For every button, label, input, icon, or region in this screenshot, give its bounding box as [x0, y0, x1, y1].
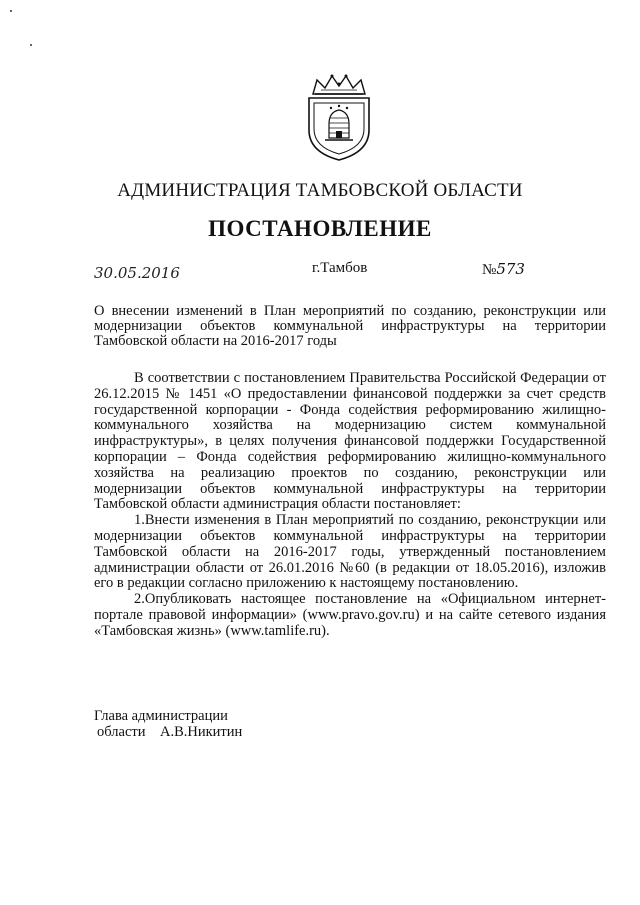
signature-block: [94, 708, 242, 740]
signature-region: области: [97, 724, 146, 740]
signature-name: А.В.Никитин: [159, 724, 243, 740]
signature-title: Глава администрации: [94, 708, 228, 724]
scan-speck: [10, 10, 12, 12]
tambov-coat-of-arms-icon: [299, 72, 379, 162]
signature-line: [94, 724, 242, 740]
number-label: №: [482, 262, 497, 278]
document-number: [482, 260, 525, 279]
organization-title: АДМИНИСТРАЦИЯ ТАМБОВСКОЙ ОБЛАСТИ: [117, 180, 523, 201]
item-1-paragraph: 1.Внести изменения в План мероприятий по созданию, реконструкции или модернизации объектов коммунальной инфраструктуры на территории Тамбовской области на 2016-2017 годы, утвержденный постановлением администрации области от 26.01.2016 №60 (в редакции от 18.05.2016), изложив его в редакции согласно приложению к настоящему постановлению.: [94, 512, 606, 592]
scan-speck: [30, 44, 32, 46]
document-type-title: ПОСТАНОВЛЕНИЕ: [208, 216, 432, 241]
document-date: 30.05.2016: [94, 264, 180, 282]
item-2-paragraph: 2.Опубликовать настоящее постановление на «Официальном интернет-портале правовой информации» (www.pravo.gov.ru) и на сайте сетевого издания «Тамбовская жизнь» (www.tamlife.ru).: [94, 591, 606, 639]
preamble-paragraph: В соответствии с постановлением Правительства Российской Федерации от 26.12.2015 № 1451 «О предоставлении финансовой поддержки за счет средств государственной корпорации - Фонда содействия реформированию жилищно-коммунального хозяйства на модернизацию систем коммунальной инфраструктуры», в целях получения финансовой поддержки Государственной корпорации – Фонда содействия реформированию жилищно-коммунального хозяйства на реализацию проектов по созданию, реконструкции или модернизации объектов коммунальной инфраструктуры на территории Тамбовской области администрация области постановляет:: [94, 370, 606, 513]
document-subject: О внесении изменений в План мероприятий по созданию, реконструкции или модернизации объектов коммунальной инфраструктуры на территории Тамбовской области на 2016-2017 годы: [94, 303, 606, 349]
number-value: 573: [496, 260, 525, 278]
document-body: [94, 371, 606, 640]
document-city: г.Тамбов: [312, 260, 368, 276]
